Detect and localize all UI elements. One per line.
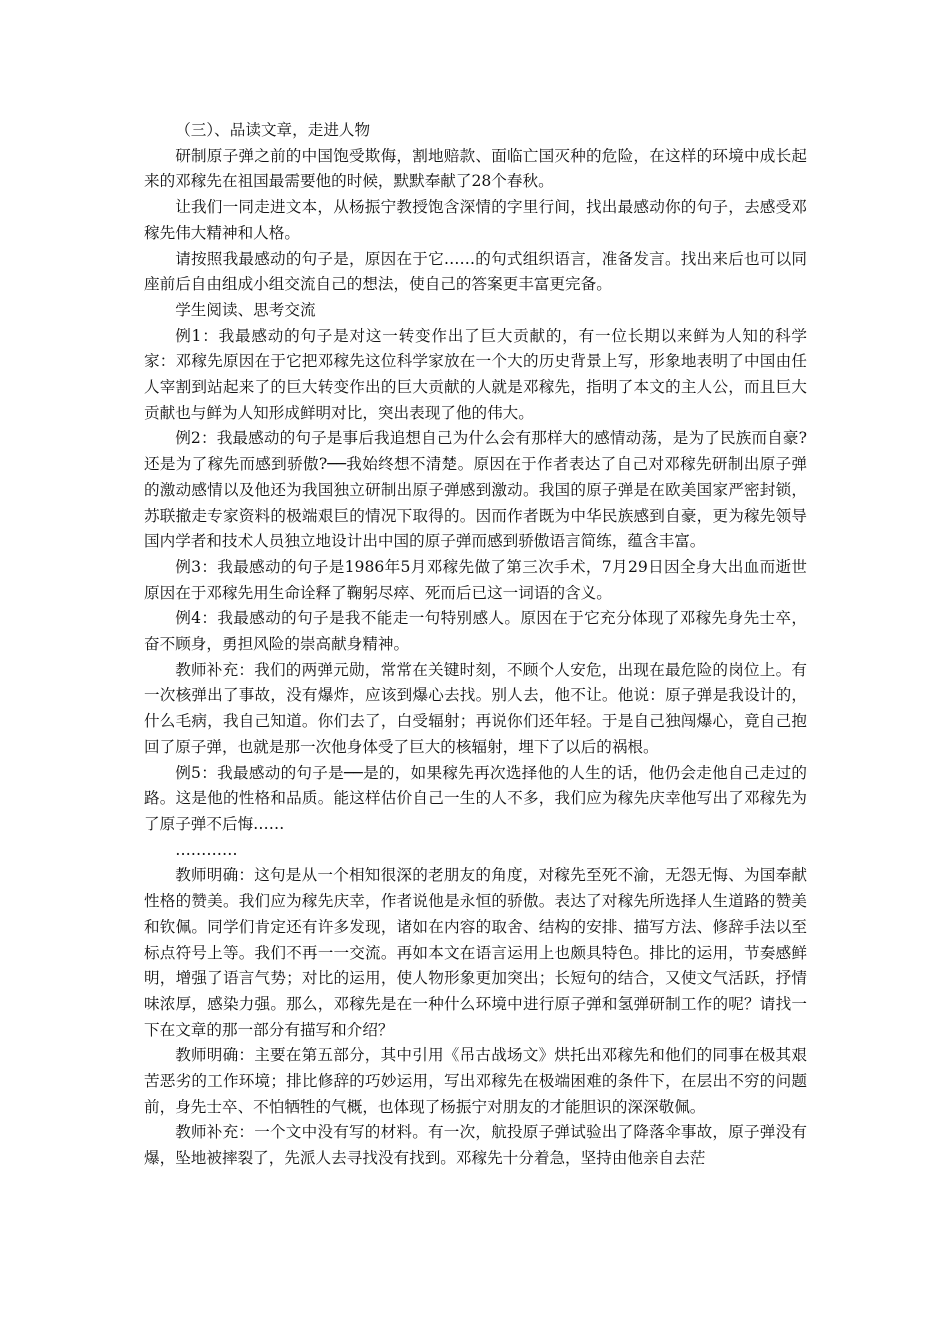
paragraph-teacher-clarification-1: 教师明确：这句是从一个相知很深的老朋友的角度，对稼先至死不渝，无怨无悔、为国奉献性格的赞美。我们应为稼先庆幸，作者说他是永恒的骄傲。表达了对稼先所选择人生道路的赞美和钦佩。同学们肯定还有许多发现，诸如在内容的取舍、结构的安排、描写方法、修辞手法以至标点符号上等。我们不再一一交流。再如本文在语言运用上也颇具特色。排比的运用，节奏感鲜明，增强了语言气势；对比的运用，使人物形象更加突出；长短句的结合，又使文气活跃，抒情味浓厚，感染力强。那么，邓稼先是在一种什么环境中进行原子弹和氢弹研制工作的呢？请找一下在文章的那一部分有描写和介绍？: [144, 866, 807, 1039]
section-heading: （三）、品读文章，走进人物: [175, 121, 371, 139]
paragraph-example-3: 例3：我最感动的句子是1986年5月邓稼先做了第三次手术，7月29日因全身大出血而逝世原因在于邓稼先用生命诠释了鞠躬尽瘁、死而后已这一词语的含义。: [144, 557, 807, 602]
paragraph-teacher-supplement-1: 教师补充：我们的两弹元勋，常常在关键时刻，不顾个人安危，出现在最危险的岗位上。有一次核弹出了事故，没有爆炸，应该到爆心去找。别人去，他不让。他说：原子弹是我设计的，什么毛病，我自己知道。你们去了，白受辐射；再说你们还年轻。于是自己独闯爆心，竟自己抱回了原子弹，也就是那一次他身体受了巨大的核辐射，埋下了以后的祸根。: [144, 660, 807, 756]
paragraph-example-2: 例2：我最感动的句子是事后我追想自己为什么会有那样大的感情动荡，是为了民族而自豪?还是为了稼先而感到骄傲?──我始终想不清楚。原因在于作者表达了自己对邓稼先研制出原子弹的激动感情以及他还为我国独立研制出原子弹感到激动。我国的原子弹是在欧美国家严密封锁，苏联撤走专家资料的极端艰巨的情况下取得的。因而作者既为中华民族感到自豪，更为稼先领导国内学者和技术人员独立地设计出中国的原子弹而感到骄傲语言简练，蕴含丰富。: [144, 429, 807, 551]
paragraph-example-4: 例4：我最感动的句子是我不能走一句特别感人。原因在于它充分体现了邓稼先身先士卒，奋不顾身，勇担风险的崇高献身精神。: [144, 609, 807, 654]
paragraph-background: 研制原子弹之前的中国饱受欺侮，割地赔款、面临亡国灭种的危险，在这样的环境中成长起来的邓稼先在祖国最需要他的时候，默默奉献了28个春秋。: [144, 146, 807, 191]
paragraph-instructions: 请按照我最感动的句子是，原因在于它……的句式组织语言，准备发言。找出来后也可以同座前后自由组成小组交流自己的想法，使自己的答案更丰富更完备。: [144, 249, 807, 294]
document-page: [144, 118, 807, 1172]
paragraph-example-1: 例1：我最感动的句子是对这一转变作出了巨大贡献的，有一位长期以来鲜为人知的科学家：邓稼先原因在于它把邓稼先这位科学家放在一个大的历史背景上写，形象地表明了中国由任人宰割到站起来了的巨大转变作出的巨大贡献的人就是邓稼先，指明了本文的主人公，而且巨大贡献也与鲜为人知形成鲜明对比，突出表现了他的伟大。: [144, 326, 807, 422]
paragraph-student-activity: 学生阅读、思考交流: [175, 300, 316, 319]
paragraph-teacher-supplement-2: 教师补充：一个文中没有写的材料。有一次，航投原子弹试验出了降落伞事故，原子弹没有爆，坠地被摔裂了，先派人去寻找没有找到。邓稼先十分着急，坚持由他亲自去茫: [144, 1123, 807, 1168]
paragraph-example-5: 例5：我最感动的句子是──是的，如果稼先再次选择他的人生的话，他仍会走他自己走过的路。这是他的性格和品质。能这样估价自己一生的人不多，我们应为稼先庆幸他写出了邓稼先为了原子弹不后悔……: [144, 763, 807, 833]
paragraph-teacher-clarification-2: 教师明确：主要在第五部分，其中引用《吊古战场文》烘托出邓稼先和他们的同事在极其艰苦恶劣的工作环境；排比修辞的巧妙运用，写出邓稼先在极端困难的条件下，在层出不穷的问题前，身先士卒、不怕牺牲的气概，也体现了杨振宁对朋友的才能胆识的深深敬佩。: [144, 1046, 807, 1116]
paragraph-task: 让我们一同走进文本，从杨振宁教授饱含深情的字里行间，找出最感动你的句子，去感受邓稼先伟大精神和人格。: [144, 198, 807, 242]
paragraph-ellipsis: …………: [175, 840, 238, 859]
